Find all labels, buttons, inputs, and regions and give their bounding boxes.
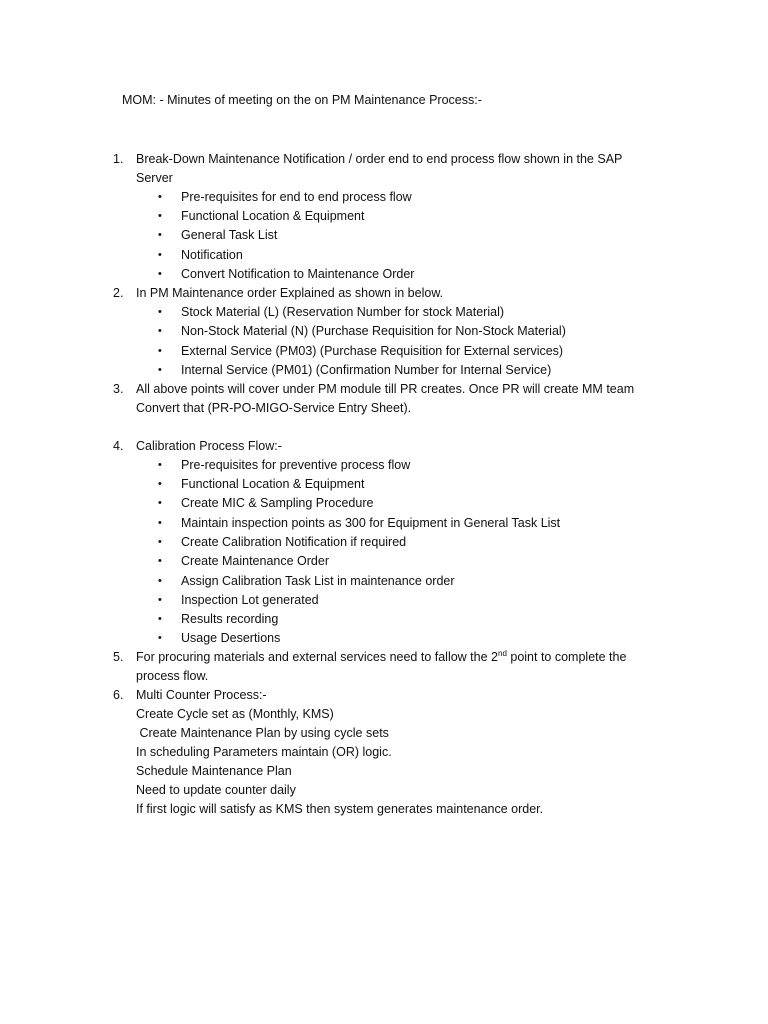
- bullet-icon: •: [158, 191, 162, 203]
- item-2-bullet-1: Stock Material (L) (Reservation Number for stock Material): [181, 305, 505, 319]
- bullet-icon: •: [158, 345, 162, 357]
- item-number-4: 4.: [113, 439, 124, 453]
- bullet-icon: •: [158, 478, 162, 490]
- item-1-bullet-5: Convert Notification to Maintenance Order: [181, 267, 415, 281]
- item-4-bullet-10: Usage Desertions: [181, 631, 281, 645]
- item-number-5: 5.: [113, 650, 124, 664]
- item-2-line-1: In PM Maintenance order Explained as shown in below.: [136, 286, 444, 300]
- bullet-icon: •: [158, 555, 162, 567]
- item-5-line-1: [136, 650, 626, 664]
- item-6-line-6: Need to update counter daily: [136, 783, 296, 797]
- item-6-line-4: In scheduling Parameters maintain (OR) logic.: [136, 745, 392, 759]
- item-4-bullet-7: Assign Calibration Task List in maintenance order: [181, 574, 455, 588]
- item-4-bullet-3: Create MIC & Sampling Procedure: [181, 496, 374, 510]
- bullet-icon: •: [158, 632, 162, 644]
- item-4-bullet-2: Functional Location & Equipment: [181, 477, 365, 491]
- bullet-icon: •: [158, 613, 162, 625]
- item-1-bullet-4: Notification: [181, 248, 243, 262]
- item-1-bullet-1: Pre-requisites for end to end process flow: [181, 190, 412, 204]
- item-1-line-2: Server: [136, 171, 173, 185]
- bullet-icon: •: [158, 575, 162, 587]
- item-5-line-1-text-end: point to complete the: [506, 650, 627, 664]
- item-5-line-1-text: For procuring materials and external services need to fallow the 2: [136, 650, 498, 664]
- bullet-icon: •: [158, 325, 162, 337]
- item-1-line-1: Break-Down Maintenance Notification / order end to end process flow shown in the SAP: [136, 152, 623, 166]
- item-3-line-1: All above points will cover under PM module till PR creates. Once PR will create MM team: [136, 382, 635, 396]
- bullet-icon: •: [158, 364, 162, 376]
- item-2-bullet-3: External Service (PM03) (Purchase Requisition for External services): [181, 344, 564, 358]
- item-number-6: 6.: [113, 688, 124, 702]
- bullet-icon: •: [158, 497, 162, 509]
- item-6-line-3: Create Maintenance Plan by using cycle sets: [136, 726, 389, 740]
- item-number-2: 2.: [113, 286, 124, 300]
- item-4-bullet-1: Pre-requisites for preventive process flow: [181, 458, 411, 472]
- item-5-superscript: nd: [498, 648, 507, 658]
- item-4-bullet-9: Results recording: [181, 612, 279, 626]
- item-4-bullet-8: Inspection Lot generated: [181, 593, 319, 607]
- item-2-bullet-4: Internal Service (PM01) (Confirmation Number for Internal Service): [181, 363, 552, 377]
- item-4-bullet-6: Create Maintenance Order: [181, 554, 329, 568]
- bullet-icon: •: [158, 210, 162, 222]
- item-4-bullet-5: Create Calibration Notification if required: [181, 535, 407, 549]
- item-6-line-5: Schedule Maintenance Plan: [136, 764, 292, 778]
- item-number-1: 1.: [113, 152, 124, 166]
- document-title: MOM: - Minutes of meeting on the on PM Maintenance Process:-: [122, 93, 482, 107]
- bullet-icon: •: [158, 536, 162, 548]
- item-3-line-2: Convert that (PR-PO-MIGO-Service Entry Sheet).: [136, 401, 412, 415]
- bullet-icon: •: [158, 249, 162, 261]
- item-5-line-2: process flow.: [136, 669, 209, 683]
- item-number-3: 3.: [113, 382, 124, 396]
- item-4-line-1: Calibration Process Flow:-: [136, 439, 282, 453]
- item-6-line-1: Multi Counter Process:-: [136, 688, 267, 702]
- bullet-icon: •: [158, 459, 162, 471]
- bullet-icon: •: [158, 594, 162, 606]
- item-4-bullet-4: Maintain inspection points as 300 for Equipment in General Task List: [181, 516, 561, 530]
- bullet-icon: •: [158, 268, 162, 280]
- item-6-line-7: If first logic will satisfy as KMS then system generates maintenance order.: [136, 802, 544, 816]
- bullet-icon: •: [158, 306, 162, 318]
- item-1-bullet-3: General Task List: [181, 228, 278, 242]
- item-1-bullet-2: Functional Location & Equipment: [181, 209, 365, 223]
- item-2-bullet-2: Non-Stock Material (N) (Purchase Requisition for Non-Stock Material): [181, 324, 566, 338]
- bullet-icon: •: [158, 229, 162, 241]
- bullet-icon: •: [158, 517, 162, 529]
- item-6-line-2: Create Cycle set as (Monthly, KMS): [136, 707, 334, 721]
